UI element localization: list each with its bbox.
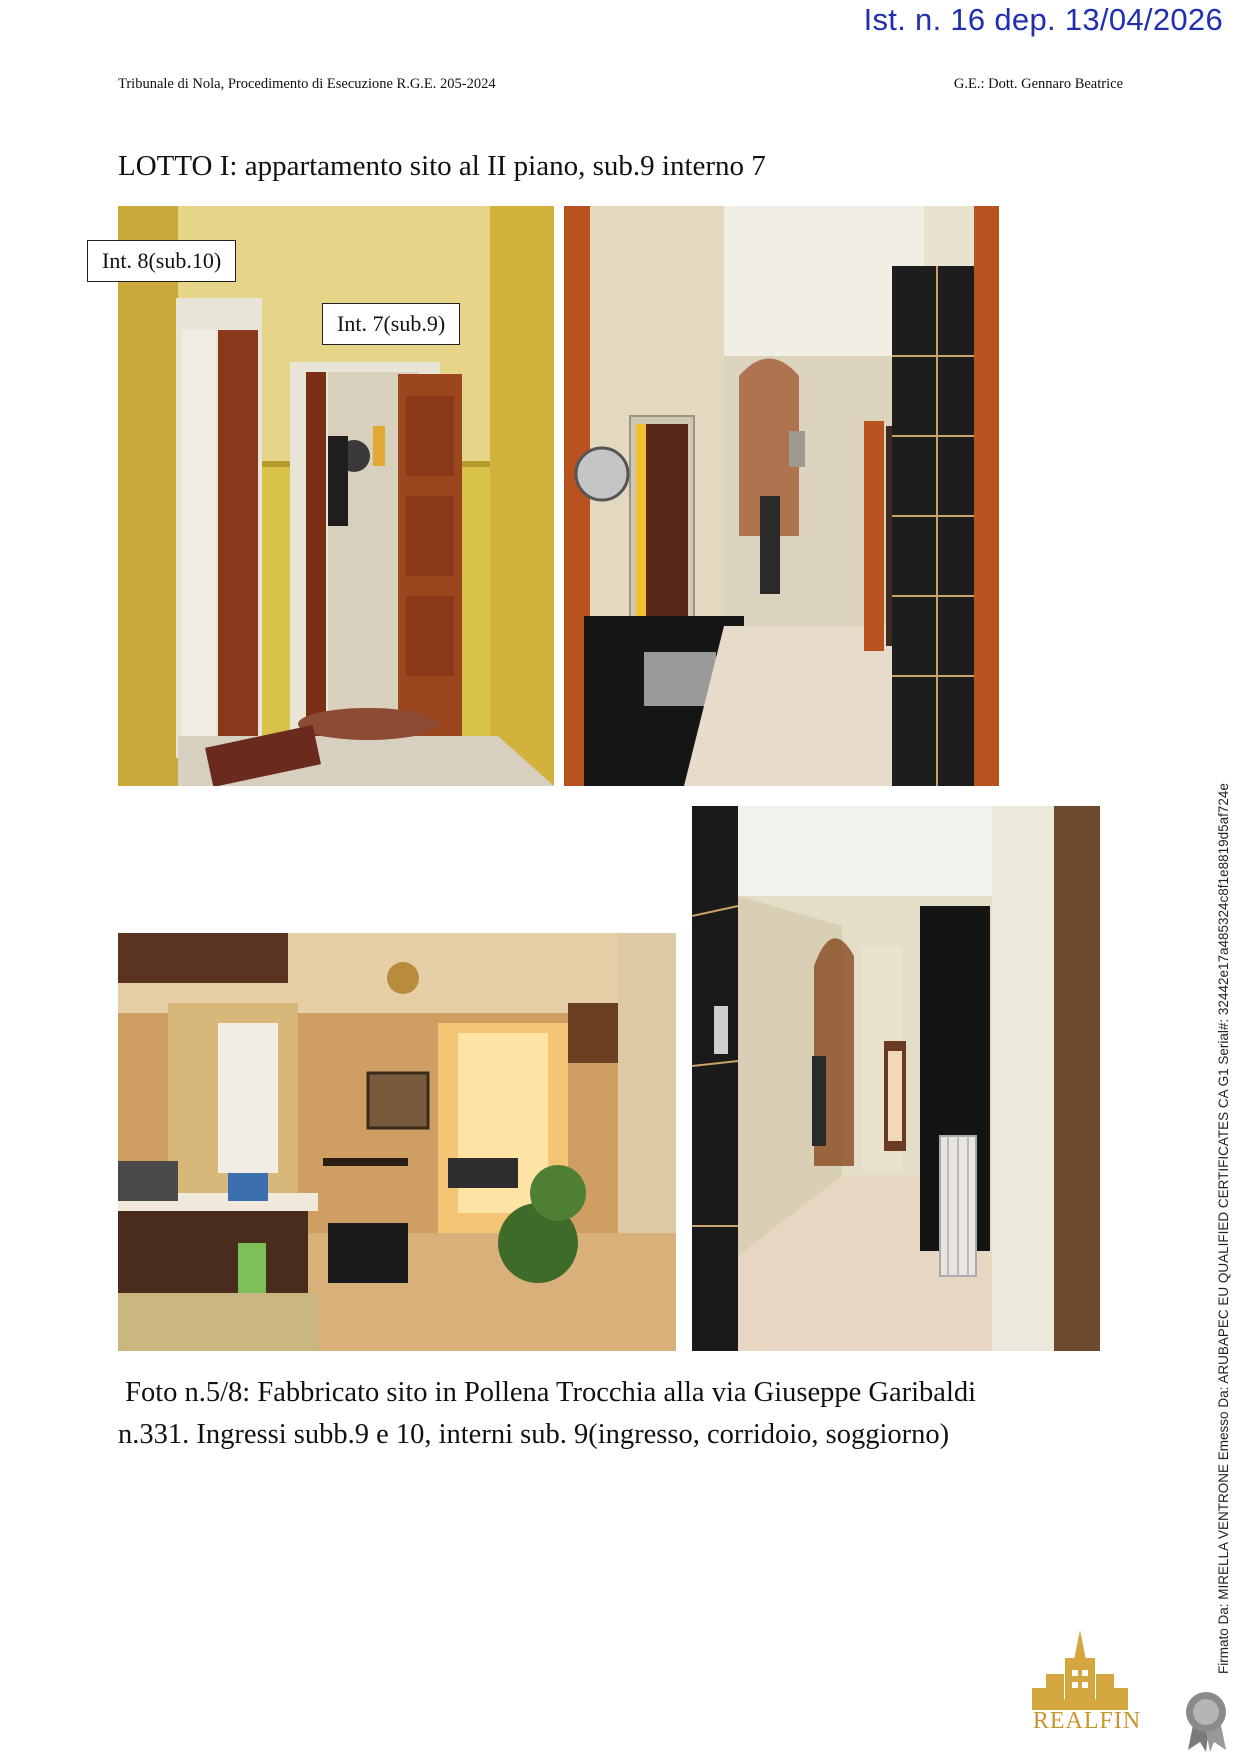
realfin-logo-text: REALFIN bbox=[1032, 1708, 1142, 1734]
caption-line-1: Foto n.5/8: Fabbricato sito in Pollena Trocchia alla via Giuseppe Garibaldi bbox=[118, 1377, 977, 1408]
photo-corridor bbox=[692, 806, 1100, 1351]
photo-hallway-entrance bbox=[564, 206, 999, 786]
header-court-reference: Tribunale di Nola, Procedimento di Esecuzione R.G.E. 205-2024 bbox=[118, 76, 496, 92]
photo-entrances bbox=[118, 206, 554, 786]
photo-caption bbox=[118, 1372, 1128, 1456]
lotto-title: LOTTO I: appartamento sito al II piano, sub.9 interno 7 bbox=[118, 150, 766, 182]
seal-ribbon-icon bbox=[1180, 1690, 1232, 1752]
header-judge: G.E.: Dott. Gennaro Beatrice bbox=[953, 76, 1123, 92]
photo-living-room bbox=[118, 933, 676, 1351]
digital-signature-note: Firmato Da: MIRELLA VENTRONE Emesso Da: ARUBAPEC EU QUALIFIED CERTIFICATES CA G1 Serial#: 32442e17a485324c8f1e8819d5af724e bbox=[1216, 783, 1231, 1674]
callout-int7: Int. 7(sub.9) bbox=[322, 303, 460, 345]
callout-int8: Int. 8(sub.10) bbox=[87, 240, 236, 282]
registration-stamp: Ist. n. 16 dep. 13/04/2026 bbox=[863, 2, 1223, 37]
caption-line-2: n.331. Ingressi subb.9 e 10, interni sub. 9(ingresso, corridoio, soggiorno) bbox=[118, 1419, 950, 1450]
